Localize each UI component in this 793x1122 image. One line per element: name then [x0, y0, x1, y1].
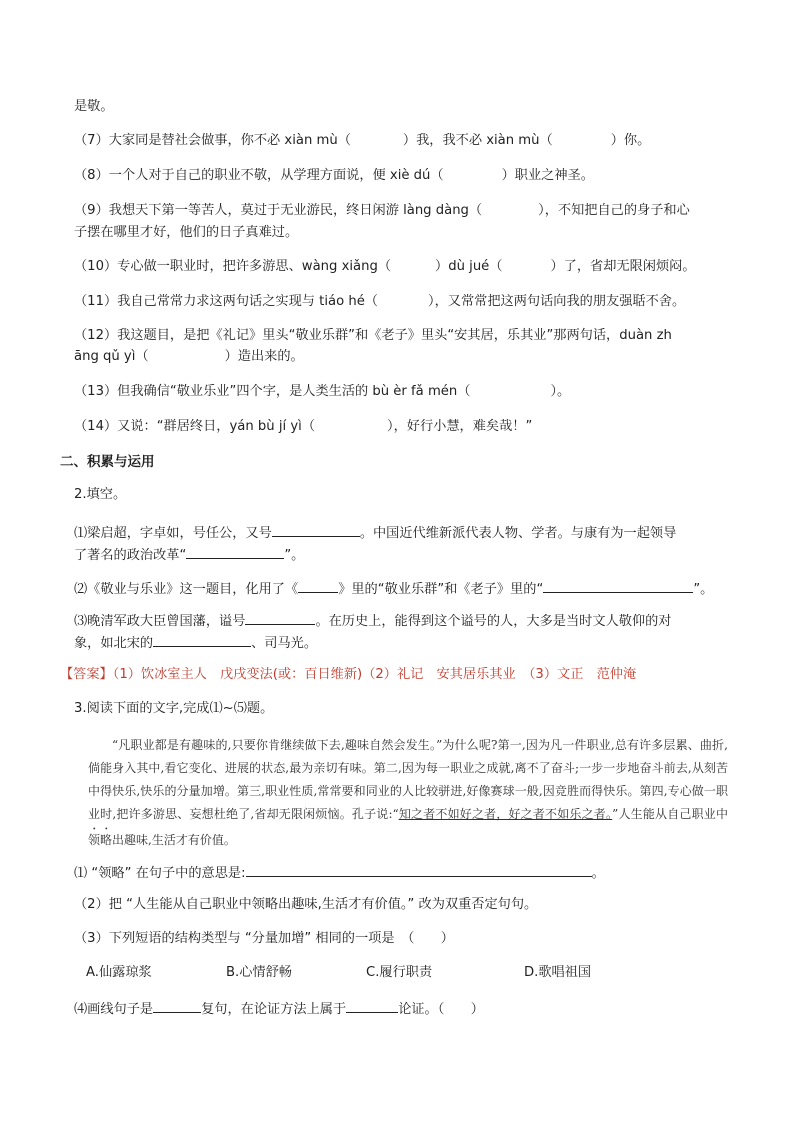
underlined-sentence: 知之者不如好之者，好之者不如乐之者。: [398, 807, 613, 821]
item-10: （10）专心做一职业时，把许多游思、wàng xiǎng（ ）dù jué（ ）了，省却无限闲烦闷。: [74, 259, 696, 274]
item-12b: āng qǔ yì（ ）造出来的。: [74, 349, 304, 364]
subq-1: ⑴ “领略” 在句子中的意思是: 。: [74, 862, 605, 883]
subq-2: （2）把 “人生能从自己职业中领略出趣味,生活才有价值。” 改为双重否定句句。: [74, 897, 538, 912]
item-11: （11）我自己常常力求这两句话之实现与 tiáo hé（ ），又常常把这两句话向我的朋友强聒不舍。: [74, 294, 686, 309]
item-9a: （9）我想天下第一等苦人，莫过于无业游民，终日闲游 làng dàng（ ），不知把自己的身子和心: [74, 203, 690, 218]
item-12a: （12）我这题目，是把《礼记》里头“敬业乐群”和《老子》里头“安其居，乐其业”那两句话，duàn zh: [74, 328, 672, 343]
reading-passage: “凡职业都是有趣味的,只要你肯继续做下去,趣味自然会发生。”为什么呢?第一,因为凡一件职业,总有许多层累、曲折,倘能身入其中,看它变化、进展的状态,最为亲切有味。第二,因为每一职业之成就,离不了奋斗;一步一步地奋斗前去,从刻苦中得快乐,快乐的分量加增。第三,职业性质,常常要和同业的人比较骈进,好像赛球一般,因竞胜而得快乐。第四,专心做一职业时,把许多游思、妄想杜绝了,省却无限闲烦恼。孔子说:“知之者不如好之者，好之者不如乐之者。”人生能从自己职业中领略出趣味,生活才有价值。: [88, 738, 728, 847]
question-2: 2.填空。: [74, 487, 127, 502]
item-8: （8）一个人对于自己的职业不敬，从学理方面说，便 xiè dú（ ）职业之神圣。: [74, 168, 594, 183]
option-b: B.心情舒畅: [226, 965, 292, 980]
subq-4: ⑷画线句子是 复句，在论证方法上属于 论证。（ ）: [74, 998, 484, 1019]
option-c: C.履行职责: [366, 965, 433, 980]
answer-tag: 【答案】: [60, 667, 113, 682]
item-14: （14）又说：“群居终日，yán bù jí yì（ ），好行小慧，难矣哉！”: [74, 419, 533, 434]
option-d: D.歌唱祖国: [524, 965, 592, 980]
line-0: 是敬。: [74, 99, 114, 114]
subq-3: （3）下列短语的结构类型与 “分量加增” 相同的一项是 （ ）: [74, 931, 454, 946]
fill-3b: 象，如北宋的 、司马光。: [74, 632, 317, 653]
fill-2: ⑵《敬业与乐业》这一题目，化用了《 》里的“敬业乐群”和《老子》里的“ ”。: [74, 578, 713, 599]
item-13: （13）但我确信“敬业乐业”四个字，是人类生活的 bù èr fǎ mén（ ）。: [74, 384, 571, 399]
item-9b: 子摆在哪里才好，他们的日子真难过。: [74, 225, 299, 240]
options: [86, 964, 591, 982]
fill-1b: 了著名的政治改革“ ”。: [74, 544, 304, 565]
answer-line: [60, 666, 636, 684]
fill-3a: ⑶晚清军政大臣曾国藩，谥号 。在历史上，能得到这个谥号的人，大多是当时文人敬仰的对: [74, 610, 672, 631]
section-heading: 二、积累与运用: [60, 454, 155, 470]
dotted-word: 领略: [88, 833, 113, 847]
fill-1a: ⑴梁启超，字卓如，号任公，又号 。中国近代维新派代表人物、学者。与康有为一起领导: [74, 522, 676, 543]
item-7: （7）大家同是替社会做事，你不必 xiàn mù（ ）我，我不必 xiàn mù（ ）你。: [74, 133, 651, 148]
question-3: 3.阅读下面的文字,完成⑴~⑸题。: [74, 701, 274, 716]
answer-text: （1）饮冰室主人 戊戌变法(或：百日维新)（2）礼记 安其居乐其业 （3）文正 范仲淹: [112, 667, 637, 682]
option-a: A.仙露琼浆: [86, 965, 152, 980]
